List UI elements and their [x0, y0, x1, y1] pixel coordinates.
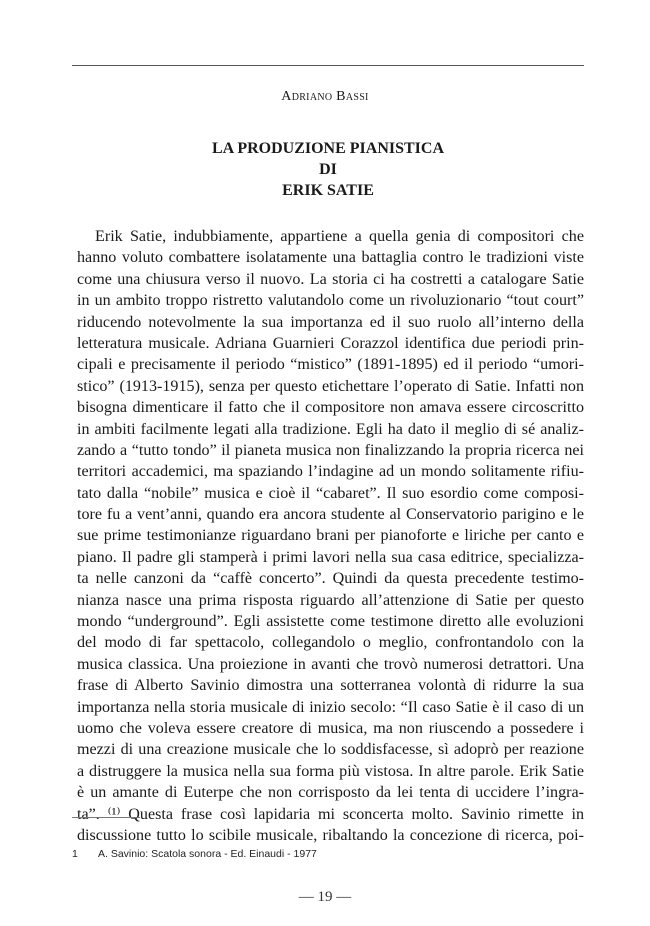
footnote-rule — [72, 817, 140, 818]
body-line: stico” (1913-1915), senza per questo etichettare l’operato di Satie. Infatti non — [77, 377, 584, 395]
footnote — [72, 848, 317, 860]
body-line: sue prime testimonianze riguardano brani per pianoforte e liriche per canto e — [77, 527, 584, 545]
body-paragraph — [77, 226, 584, 846]
page-number: — 19 — — [298, 889, 352, 905]
body-line: ta”. ⁽¹⁾ Questa frase così lapidaria mi sconcerta molto. Savinio rimette in — [77, 805, 584, 823]
body-line: piano. Il padre gli stamperà i primi lavori nella sua casa editrice, specializza- — [77, 548, 584, 566]
body-line: cipali e precisamente il periodo “mistico” (1891-1895) ed il periodo “umori- — [77, 356, 584, 374]
body-line: discussione tutto lo scibile musicale, ribaltando la concezione di ricerca, poi- — [77, 826, 584, 844]
body-line: nianza nasce una prima risposta riguardo all’attenzione di Satie per questo — [77, 591, 584, 609]
body-line: è un amante di Euterpe che non corrisposto da lei tenta di uccidere l’ingra- — [77, 784, 584, 802]
body-line: bisogna dimenticare il fatto che il compositore non amava essere circoscritto — [77, 399, 584, 417]
body-line: in un ambito troppo ristretto valutandolo come un rivoluzionario “tout court” — [77, 292, 584, 310]
body-line: ta nelle canzoni da “caffè concerto”. Quindi da questa precedente testimo- — [77, 570, 584, 588]
body-line: importanza nella storia musicale di inizio secolo: “Il caso Satie è il caso di un — [77, 698, 584, 716]
body-line: musica classica. Una proiezione in avanti che trovò numerosi detrattori. Una — [77, 655, 584, 673]
body-line: mezzi di una creazione musicale che lo soddisfacesse, sì adoprò per reazione — [77, 741, 584, 759]
body-line: letteratura musicale. Adriana Guarnieri Corazzol identifica due periodi prin- — [77, 334, 584, 352]
body-line: a distruggere la musica nella sua forma più vistosa. In altre parole. Erik Satie — [77, 762, 584, 780]
footnote-number: 1 — [72, 848, 78, 860]
title-line-3: ERIK SATIE — [282, 182, 374, 199]
title-line-2: DI — [319, 161, 337, 178]
article-title — [0, 138, 650, 201]
body-line: tato dalla “nobile” musica e cioè il “cabaret”. Il suo esordio come composi- — [77, 484, 584, 502]
body-line: riducendo notevolmente la sua importanza ed il suo ruolo all’interno della — [77, 313, 584, 331]
body-line: in ambiti facilmente legati alla tradizione. Egli ha dato il meglio di sé analiz- — [77, 420, 584, 438]
body-line: tore fu a vent’anni, quando era ancora studente al Conservatorio parigino e le — [77, 506, 584, 524]
body-line: come una chiusura verso il nuovo. La storia ci ha costretti a catalogare Satie — [77, 270, 584, 288]
body-line: hanno voluto combattere isolatamente una battaglia contro le tradizioni viste — [77, 249, 584, 267]
body-line: Erik Satie, indubbiamente, appartiene a quella genia di compositori che — [95, 228, 584, 245]
body-line: del modo di far spettacolo, collegandolo o meglio, confrontandolo con la — [77, 634, 584, 652]
body-line: zando a “tutto tondo” il pianeta musica non finalizzando la propria ricerca nei — [77, 441, 584, 459]
body-line: frase di Alberto Savinio dimostra una sotterranea volontà di ridurre la sua — [77, 677, 584, 695]
title-line-1: LA PRODUZIONE PIANISTICA — [211, 140, 445, 157]
body-line: uomo che voleva essere creatore di musica, ma non riuscendo a possedere i — [77, 719, 584, 737]
body-line: territori accademici, ma spaziando l’indagine ad un mondo solitamente rifiu- — [77, 463, 584, 481]
body-line: mondo “underground”. Egli assistette come testimone diretto alle evoluzioni — [77, 613, 584, 631]
author-name: Adriano Bassi — [281, 89, 369, 104]
header-rule — [72, 65, 584, 66]
footnote-text: A. Savinio: Scatola sonora - Ed. Einaudi - 1977 — [98, 848, 317, 860]
